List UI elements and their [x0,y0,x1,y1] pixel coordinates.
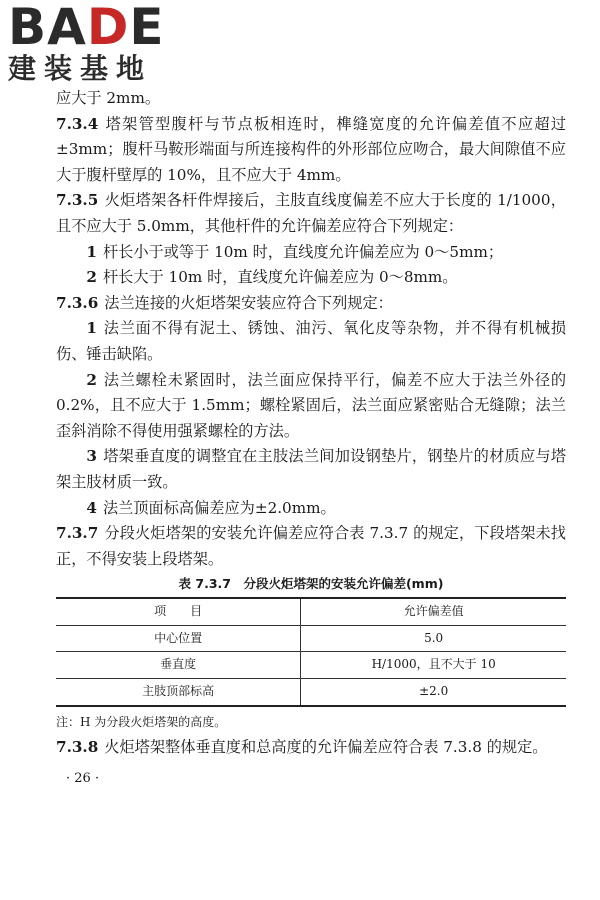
table-cell: 主肢顶部标高 [56,679,301,706]
logo-text-b: E [129,0,165,56]
clause-7-3-5 [56,188,566,239]
document-body [56,86,566,792]
table-cell: 中心位置 [56,625,301,652]
para-text: 分段火炬塔架的安装允许偏差应符合表 7.3.7 的规定，下段塔架未找正，不得安装上段塔架。 [56,524,566,568]
page-number: · 26 · [66,771,100,787]
item-number: 1 [86,242,97,261]
list-item [56,265,566,291]
brand-logo [8,2,178,92]
table-row [56,679,566,706]
table-cell: ±2.0 [301,679,566,706]
list-item [56,316,566,367]
clause-7-3-7 [56,521,566,572]
table-row [56,652,566,679]
logo-wordmark [8,0,178,56]
para-text: 法兰面不得有泥土、锈蚀、油污、氧化皮等杂物，并不得有机械损伤、锤击缺陷。 [56,319,566,363]
para-text: 杆长小于或等于 10m 时，直线度允许偏差应为 0～5mm； [102,242,504,261]
clause-7-3-4 [56,112,566,189]
item-number: 4 [86,498,97,517]
list-item [56,444,566,495]
paragraph-continuation [56,86,566,112]
para-text: 法兰顶面标高偏差应为±2.0mm。 [102,498,336,517]
item-number: 2 [86,370,97,389]
clause-number: 7.3.7 [56,524,99,543]
table-note: 注：H 为分段火炬塔架的高度。 [56,714,227,729]
logo-subtitle: 建装基地 [8,52,153,85]
para-text: 杆长大于 10m 时，直线度允许偏差应为 0～8mm。 [102,268,458,287]
clause-7-3-6 [56,291,566,317]
para-text: 法兰连接的火炬塔架安装应符合下列规定： [104,293,393,312]
table-cell: 垂直度 [56,652,301,679]
table-header-cell: 项 目 [56,598,301,625]
item-number: 3 [86,447,97,466]
tolerance-table [56,597,566,706]
clause-number: 7.3.5 [56,191,99,210]
list-item [56,240,566,266]
table-row [56,625,566,652]
table-caption: 表 7.3.7 分段火炬塔架的安装允许偏差(mm) [178,576,444,592]
para-text: 塔架垂直度的调整宜在主肢法兰间加设钢垫片，钢垫片的材质应与塔架主肢材质一致。 [56,447,566,491]
table-cell: 5.0 [301,625,566,652]
item-number: 2 [86,268,97,287]
table-header-row [56,598,566,625]
logo-text-accent: D [86,0,130,56]
clause-number: 7.3.6 [56,293,99,312]
list-item [56,496,566,522]
para-text: 应大于 2mm。 [56,89,161,107]
para-text: 法兰螺栓未紧固时，法兰面应保持平行，偏差不应大于法兰外径的 0.2%，且不应大于 1.5mm；螺栓紧固后，法兰面应紧密贴合无缝隙；法兰歪斜消除不得使用强紧螺栓的方法。 [56,370,566,440]
list-item [56,368,566,445]
para-text: 塔架管型腹杆与节点板相连时，榫缝宽度的允许偏差值不应超过±3mm；腹杆马鞍形端面与所连接构件的外形部位应吻合，最大间隙值不应大于腹杆壁厚的 10%，且不应大于 4mm。 [56,114,566,184]
table-header-cell: 允许偏差值 [301,598,566,625]
table-cell: H/1000，且不大于 10 [301,652,566,679]
para-text: 火炬塔架整体垂直度和总高度的允许偏差应符合表 7.3.8 的规定。 [104,737,548,756]
logo-text-a: BA [8,0,87,56]
para-text: 火炬塔架各杆件焊接后，主肢直线度偏差不应大于长度的 1/1000，且不应大于 5.0mm，其他杆件的允许偏差应符合下列规定： [56,191,566,235]
clause-number: 7.3.8 [56,737,99,756]
clause-7-3-8 [56,735,566,761]
clause-number: 7.3.4 [56,114,99,133]
item-number: 1 [86,319,97,338]
